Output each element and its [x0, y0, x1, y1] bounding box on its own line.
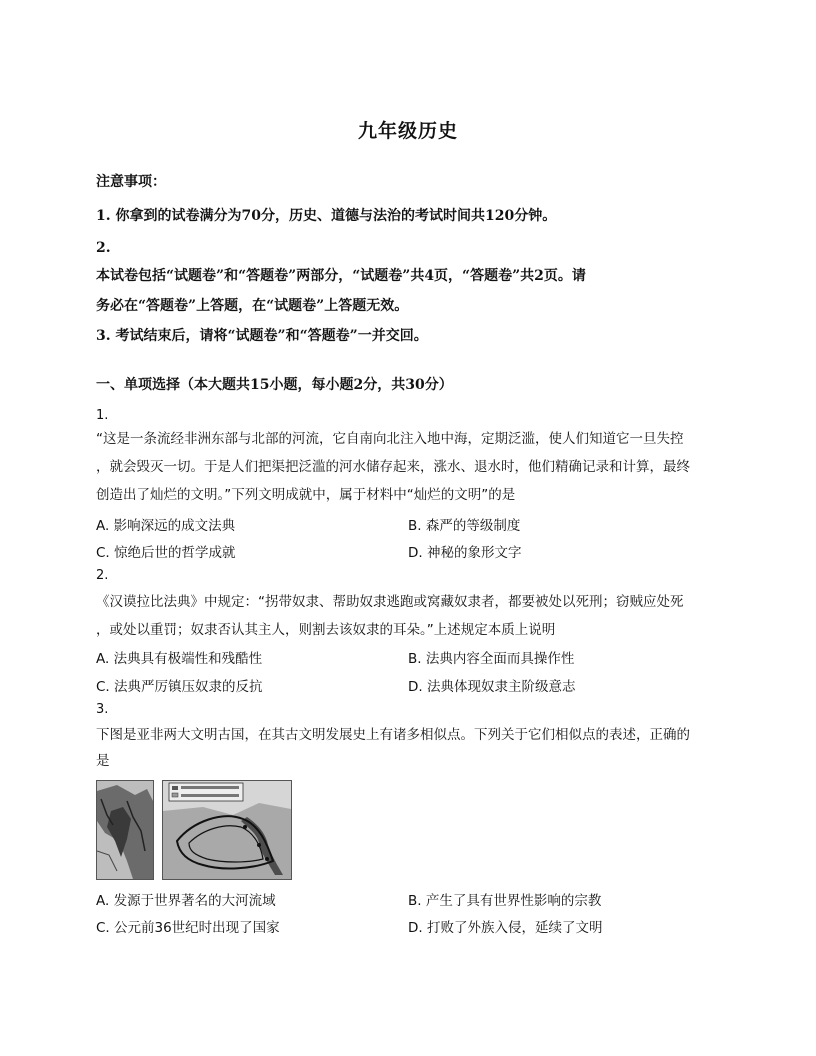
question-2-number: 2.: [96, 568, 109, 583]
question-2-line-1: 《汉谟拉比法典》中规定：“拐带奴隶、帮助奴隶逃跑或窝藏奴隶者，都要被处以死刑；窃贼应处死: [96, 594, 684, 610]
notice-item-1: 1. 你拿到的试卷满分为70分，历史、道德与法治的考试时间共120分钟。: [96, 208, 557, 224]
question-3-option-d: D. 打败了外族入侵，延续了文明: [408, 920, 603, 936]
question-3-option-b: B. 产生了具有世界性影响的宗教: [408, 893, 602, 909]
question-3-option-c: C. 公元前36世纪时出现了国家: [96, 920, 280, 936]
page-title: 九年级历史: [357, 120, 458, 142]
notice-item-3: 3. 考试结束后，请将“试题卷”和“答题卷”一并交回。: [96, 328, 428, 344]
section-heading: 一、单项选择（本大题共15小题，每小题2分，共30分）: [96, 377, 453, 393]
egypt-mesopotamia-map-image: [162, 780, 292, 880]
question-3-line-1: 下图是亚非两大文明古国，在其古文明发展史上有诸多相似点。下列关于它们相似点的表述，正确的: [96, 727, 690, 743]
notice-heading: 注意事项：: [96, 174, 166, 190]
notice-item-2-number: 2.: [96, 240, 111, 256]
india-map-image: [96, 780, 154, 880]
question-1-option-b: B. 森严的等级制度: [408, 518, 521, 534]
question-2-option-a: A. 法典具有极端性和残酷性: [96, 651, 263, 667]
question-1-option-a: A. 影响深远的成文法典: [96, 518, 236, 534]
question-1-option-d: D. 神秘的象形文字: [408, 545, 522, 561]
question-2-line-2: ，或处以重罚；奴隶否认其主人，则割去该奴隶的耳朵。”上述规定本质上说明: [96, 622, 556, 638]
notice-item-2-line-1: 本试卷包括“试题卷”和“答题卷”两部分，“试题卷”共4页，“答题卷”共2页。请: [96, 268, 586, 284]
question-1-option-c: C. 惊绝后世的哲学成就: [96, 545, 236, 561]
question-3-option-a: A. 发源于世界著名的大河流域: [96, 893, 276, 909]
question-1-line-3: 创造出了灿烂的文明。”下列文明成就中，属于材料中“灿烂的文明”的是: [96, 487, 516, 503]
question-2-option-c: C. 法典严厉镇压奴隶的反抗: [96, 679, 263, 695]
notice-item-2-line-2: 务必在“答题卷”上答题，在“试题卷”上答题无效。: [96, 298, 409, 314]
question-1-line-1: “这是一条流经非洲东部与北部的河流，它自南向北注入地中海，定期泛滥，使人们知道它一旦失控: [96, 431, 684, 447]
question-3-number: 3.: [96, 702, 109, 717]
question-2-option-d: D. 法典体现奴隶主阶级意志: [408, 679, 576, 695]
question-2-option-b: B. 法典内容全面而具操作性: [408, 651, 575, 667]
question-1-line-2: ，就会毁灭一切。于是人们把渠把泛滥的河水储存起来，涨水、退水时，他们精确记录和计算，最终: [96, 459, 690, 475]
question-3-line-2: 是: [96, 753, 110, 769]
question-1-number: 1.: [96, 408, 109, 423]
